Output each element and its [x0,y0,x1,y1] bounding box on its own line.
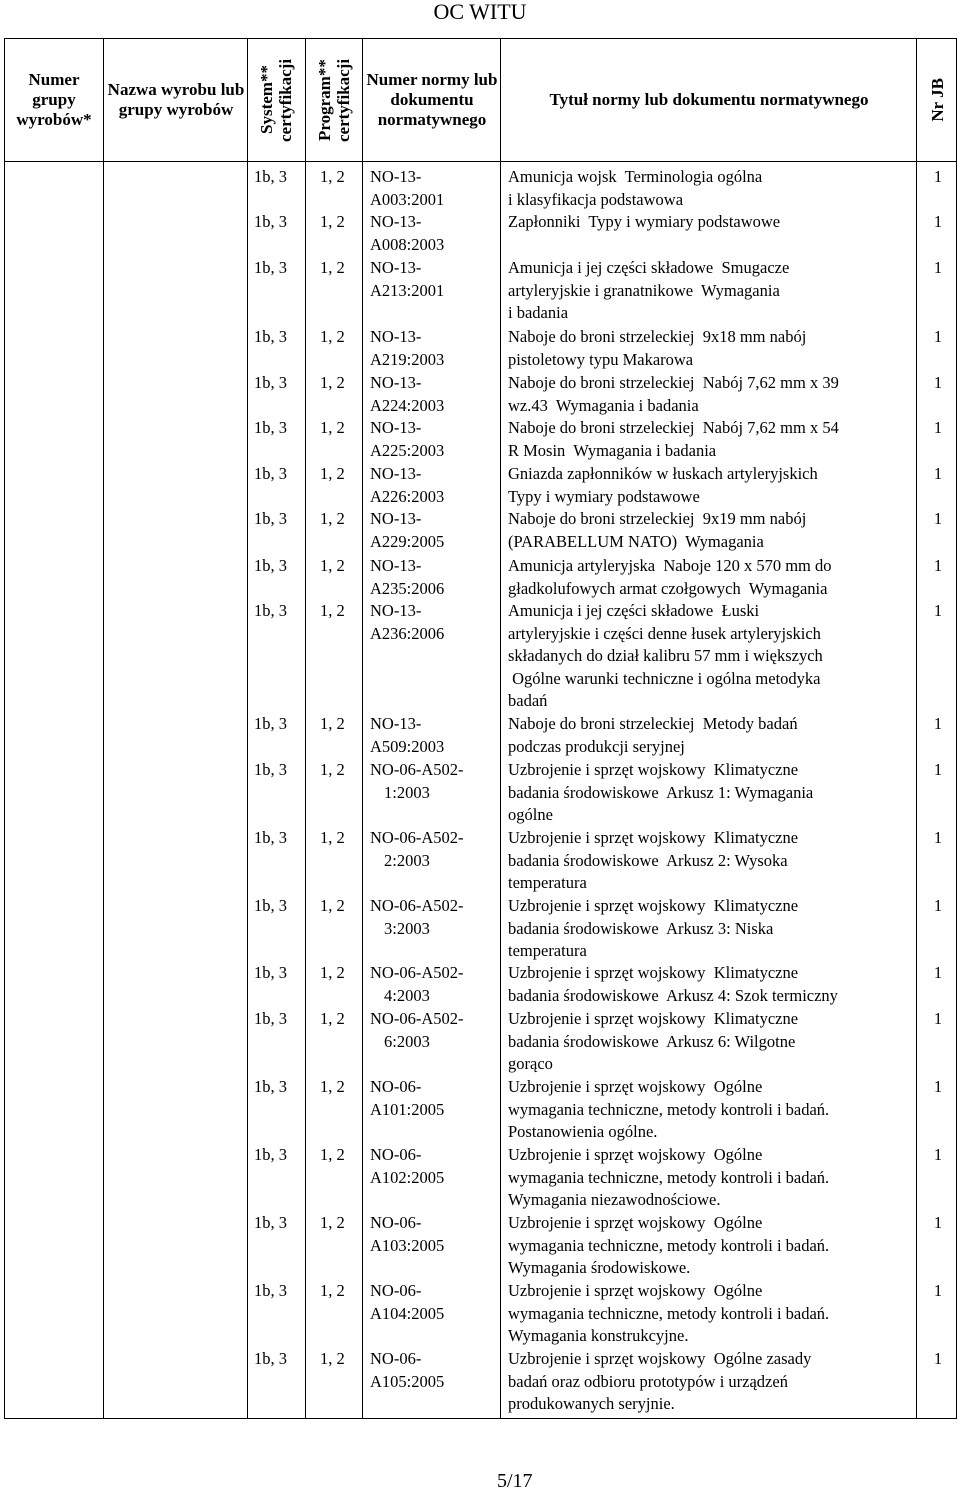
system-cell: 1b, 3 [254,167,287,186]
standard-number-line: A003:2001 [370,189,445,209]
program-cell: 1, 2 [320,1077,345,1096]
standard-number-cell [370,257,496,302]
program-cell: 1, 2 [320,963,345,982]
jb-number-cell: 1 [933,963,943,982]
standard-title-cell [508,166,918,211]
standard-title-line: R Mosin Wymagania i badania [508,440,717,460]
standard-title-line: ogólne [508,805,553,824]
system-cell: 1b, 3 [254,464,287,483]
standard-title-line: Wymagania niezawodnościowe. [508,1190,721,1209]
standard-number-line: 4:2003 [384,985,430,1005]
program-cell: 1, 2 [320,327,345,346]
standard-number-line: NO-06-A502- [370,1009,464,1028]
standard-title-cell [508,372,918,417]
standard-title-line: Naboje do broni strzeleckiej Nabój 7,62 mm x 54 [508,418,839,437]
header-program [306,40,362,160]
standard-number-cell [370,713,496,758]
standard-title-line: Naboje do broni strzeleckiej 9x19 mm nabój [508,509,807,528]
header-system [248,40,304,160]
standard-title-cell [508,417,918,462]
standard-number-line: NO-06-A502- [370,828,464,847]
program-cell: 1, 2 [320,760,345,779]
program-cell: 1, 2 [320,896,345,915]
jb-number-cell: 1 [933,1281,943,1300]
standard-number-line: NO-13- [370,509,422,528]
standard-number-line: NO-13- [370,258,422,277]
page-number: 5/17 [497,1470,533,1492]
standard-number-line: A224:2003 [370,395,445,415]
system-cell: 1b, 3 [254,258,287,277]
system-cell: 1b, 3 [254,1349,287,1368]
system-cell: 1b, 3 [254,714,287,733]
system-cell: 1b, 3 [254,1077,287,1096]
jb-number-cell: 1 [933,509,943,528]
jb-number-cell: 1 [933,373,943,392]
program-cell: 1, 2 [320,258,345,277]
standard-title-cell [508,1076,918,1144]
standard-number-line: 1:2003 [384,782,430,802]
standard-title-cell [508,326,918,371]
system-cell: 1b, 3 [254,327,287,346]
standard-number-line: A226:2003 [370,486,445,506]
jb-number-cell: 1 [933,714,943,733]
jb-number-cell: 1 [933,828,943,847]
standard-number-line: NO-13- [370,167,422,186]
jb-number-cell: 1 [933,760,943,779]
standard-title-line: artyleryjskie i części denne łusek artyleryjskich [508,623,821,643]
standard-title-line: badania środowiskowe Arkusz 4: Szok termiczny [508,985,838,1005]
header-system-label: System** certyfikacji [257,58,295,142]
standard-title-line: Uzbrojenie i sprzęt wojskowy Klimatyczne [508,828,799,847]
jb-number-cell: 1 [933,258,943,277]
standard-title-line: wymagania techniczne, metody kontroli i badań. [508,1235,830,1255]
jb-number-cell: 1 [933,327,943,346]
standard-number-cell [370,1348,496,1393]
standard-title-cell [508,463,918,508]
standard-number-line: NO-13- [370,418,422,437]
standard-title-line: wz.43 Wymagania i badania [508,395,699,415]
standard-number-line: A103:2005 [370,1235,445,1255]
standard-title-cell [508,1280,918,1348]
standard-title-line: temperatura [508,941,587,960]
standard-number-line: NO-13- [370,714,422,733]
standard-number-line: NO-13- [370,556,422,575]
system-cell: 1b, 3 [254,556,287,575]
standard-title-line: gorąco [508,1054,553,1073]
program-cell: 1, 2 [320,1145,345,1164]
standard-title-line: Wymagania środowiskowe. [508,1258,691,1277]
standard-title-cell [508,257,918,325]
standard-title-line: Uzbrojenie i sprzęt wojskowy Ogólne [508,1077,763,1096]
header-product-name: Nazwa wyrobu lub grupy wyrobów [107,80,245,119]
standard-title-line: Amunicja artyleryjska Naboje 120 x 570 mm do [508,556,832,575]
standard-number-line: A219:2003 [370,349,445,369]
standard-number-line: NO-06- [370,1213,422,1232]
standard-number-line: NO-13- [370,464,422,483]
standard-number-line: NO-13- [370,373,422,392]
column-divider [247,38,248,1419]
jb-number-cell: 1 [933,212,943,231]
standard-title-cell [508,962,918,1007]
standard-title-line: artyleryjskie i granatnikowe Wymagania [508,280,780,300]
standard-number-cell [370,1144,496,1189]
standard-title-line: Zapłonniki Typy i wymiary podstawowe [508,212,781,231]
standard-number-line: NO-06-A502- [370,760,464,779]
program-cell: 1, 2 [320,167,345,186]
standard-number-line: A509:2003 [370,736,445,756]
program-cell: 1, 2 [320,418,345,437]
standard-title-line: Amunicja wojsk Terminologia ogólna [508,167,763,186]
standard-title-cell [508,600,918,713]
page-title: OC WITU [433,0,527,24]
standard-number-line: NO-13- [370,212,422,231]
standard-number-line: A235:2006 [370,578,445,598]
system-cell: 1b, 3 [254,760,287,779]
standard-title-line: Ogólne warunki techniczne i ogólna metodyka [508,668,821,688]
standard-number-cell [370,1076,496,1121]
column-divider [103,38,104,1419]
standard-title-line: badania środowiskowe Arkusz 3: Niska [508,918,774,938]
standard-number-line: NO-06-A502- [370,963,464,982]
standard-title-cell [508,827,918,895]
standard-number-cell [370,827,496,872]
header-jb-label: Nr JB [927,78,947,122]
standard-number-line: NO-13- [370,327,422,346]
standard-title-line: wymagania techniczne, metody kontroli i badań. [508,1099,830,1119]
system-cell: 1b, 3 [254,509,287,528]
standard-title-line: badania środowiskowe Arkusz 6: Wilgotne [508,1031,796,1051]
system-cell: 1b, 3 [254,601,287,620]
standard-number-cell [370,1212,496,1257]
standard-title-cell [508,713,918,758]
header-jb [917,40,957,160]
standard-number-cell [370,600,496,645]
standard-title-line: Naboje do broni strzeleckiej 9x18 mm nabój [508,327,807,346]
standard-title-cell [508,1348,918,1416]
standard-number-line: A229:2005 [370,531,445,551]
standard-number-line: A105:2005 [370,1371,445,1391]
standard-title-cell [508,1144,918,1212]
standard-number-line: 2:2003 [384,850,430,870]
standard-number-cell [370,759,496,804]
standard-title-line: (PARABELLUM NATO) Wymagania [508,531,764,551]
system-cell: 1b, 3 [254,828,287,847]
standard-number-cell [370,326,496,371]
standard-title-line: badania środowiskowe Arkusz 1: Wymagania [508,782,814,802]
standard-number-line: NO-06- [370,1281,422,1300]
standard-number-cell [370,555,496,600]
standard-number-line: NO-13- [370,601,422,620]
standard-title-line: składanych do dział kalibru 57 mm i większych [508,646,823,665]
standard-title-line: Naboje do broni strzeleckiej Metody badań [508,714,798,733]
standard-title-cell [508,1008,918,1076]
jb-number-cell: 1 [933,1349,943,1368]
system-cell: 1b, 3 [254,1009,287,1028]
jb-number-cell: 1 [933,167,943,186]
system-cell: 1b, 3 [254,373,287,392]
program-cell: 1, 2 [320,556,345,575]
standard-number-line: A101:2005 [370,1099,445,1119]
standard-title-line: Uzbrojenie i sprzęt wojskowy Klimatyczne [508,896,799,915]
system-cell: 1b, 3 [254,418,287,437]
column-divider [500,38,501,1419]
header-program-label: Program** certyfikacji [315,58,353,142]
standard-title-line: i badania [508,303,569,322]
program-cell: 1, 2 [320,1349,345,1368]
program-cell: 1, 2 [320,1009,345,1028]
standard-title-line: wymagania techniczne, metody kontroli i badań. [508,1167,830,1187]
standard-number-line: 6:2003 [384,1031,430,1051]
standard-title-line: Amunicja i jej części składowe Smugacze [508,258,790,277]
header-divider [4,161,957,162]
standard-title-cell [508,1212,918,1280]
standard-number-line: A102:2005 [370,1167,445,1187]
standard-number-line: NO-06-A502- [370,896,464,915]
jb-number-cell: 1 [933,1077,943,1096]
standard-title-line: gładkolufowych armat czołgowych Wymagania [508,578,828,598]
program-cell: 1, 2 [320,828,345,847]
standard-number-cell [370,1280,496,1325]
standard-number-line: NO-06- [370,1145,422,1164]
header-standard-number: Numer normy lub dokumentu normatywnego [366,70,498,129]
standard-number-cell [370,372,496,417]
system-cell: 1b, 3 [254,963,287,982]
standard-number-line: A008:2003 [370,234,445,254]
standard-number-cell [370,417,496,462]
standard-title-line: Uzbrojenie i sprzęt wojskowy Klimatyczne [508,1009,799,1028]
standard-title-line: Uzbrojenie i sprzęt wojskowy Ogólne [508,1145,763,1164]
standard-title-cell [508,895,918,963]
jb-number-cell: 1 [933,556,943,575]
standard-number-cell [370,463,496,508]
standard-number-cell [370,895,496,940]
standard-title-line: podczas produkcji seryjnej [508,736,685,756]
system-cell: 1b, 3 [254,1213,287,1232]
standard-title-line: Amunicja i jej części składowe Łuski [508,601,760,620]
standard-title-line: pistoletowy typu Makarowa [508,349,694,369]
jb-number-cell: 1 [933,1145,943,1164]
jb-number-cell: 1 [933,464,943,483]
jb-number-cell: 1 [933,1213,943,1232]
program-cell: 1, 2 [320,1281,345,1300]
standard-title-line: i klasyfikacja podstawowa [508,189,684,209]
standard-number-cell [370,211,496,256]
system-cell: 1b, 3 [254,1281,287,1300]
standard-title-line: Uzbrojenie i sprzęt wojskowy Klimatyczne [508,963,799,982]
standard-title-line: temperatura [508,873,587,892]
program-cell: 1, 2 [320,509,345,528]
standard-number-line: NO-06- [370,1349,422,1368]
standard-number-cell [370,962,496,1007]
program-cell: 1, 2 [320,373,345,392]
system-cell: 1b, 3 [254,896,287,915]
standard-number-line: 3:2003 [384,918,430,938]
program-cell: 1, 2 [320,212,345,231]
standard-title-line: badania środowiskowe Arkusz 2: Wysoka [508,850,788,870]
standard-number-cell [370,1008,496,1053]
standard-number-line: A225:2003 [370,440,445,460]
standard-number-cell [370,166,496,211]
program-cell: 1, 2 [320,714,345,733]
jb-number-cell: 1 [933,1009,943,1028]
jb-number-cell: 1 [933,896,943,915]
standard-title-line: Typy i wymiary podstawowe [508,486,700,506]
program-cell: 1, 2 [320,464,345,483]
standard-number-cell [370,508,496,553]
standard-title-line: Uzbrojenie i sprzęt wojskowy Ogólne [508,1213,763,1232]
standard-title-cell [508,211,918,234]
standard-title-line: Wymagania konstrukcyjne. [508,1326,689,1345]
standard-number-line: NO-06- [370,1077,422,1096]
standard-number-line: A104:2005 [370,1303,445,1323]
program-cell: 1, 2 [320,1213,345,1232]
program-cell: 1, 2 [320,601,345,620]
standard-title-line: Naboje do broni strzeleckiej Nabój 7,62 mm x 39 [508,373,839,392]
header-group-number: Numer grupy wyrobów* [16,70,92,129]
standard-title-line: Uzbrojenie i sprzęt wojskowy Klimatyczne [508,760,799,779]
standard-title-line: Postanowienia ogólne. [508,1122,658,1141]
standard-title-line: badań [508,691,548,710]
header-standard-title: Tytuł normy lub dokumentu normatywnego [549,90,869,109]
standard-title-cell [508,508,918,553]
standard-title-line: Uzbrojenie i sprzęt wojskowy Ogólne [508,1281,763,1300]
standard-title-line: wymagania techniczne, metody kontroli i badań. [508,1303,830,1323]
standard-number-line: A236:2006 [370,623,445,643]
standard-title-line: produkowanych seryjnie. [508,1394,675,1413]
jb-number-cell: 1 [933,601,943,620]
system-cell: 1b, 3 [254,1145,287,1164]
standard-title-cell [508,555,918,600]
standard-title-line: badań oraz odbioru prototypów i urządzeń [508,1371,788,1391]
jb-number-cell: 1 [933,418,943,437]
standard-title-cell [508,759,918,827]
standard-title-line: Uzbrojenie i sprzęt wojskowy Ogólne zasady [508,1349,812,1368]
standard-title-line: Gniazda zapłonników w łuskach artyleryjskich [508,464,822,483]
standard-number-line: A213:2001 [370,280,445,300]
system-cell: 1b, 3 [254,212,287,231]
